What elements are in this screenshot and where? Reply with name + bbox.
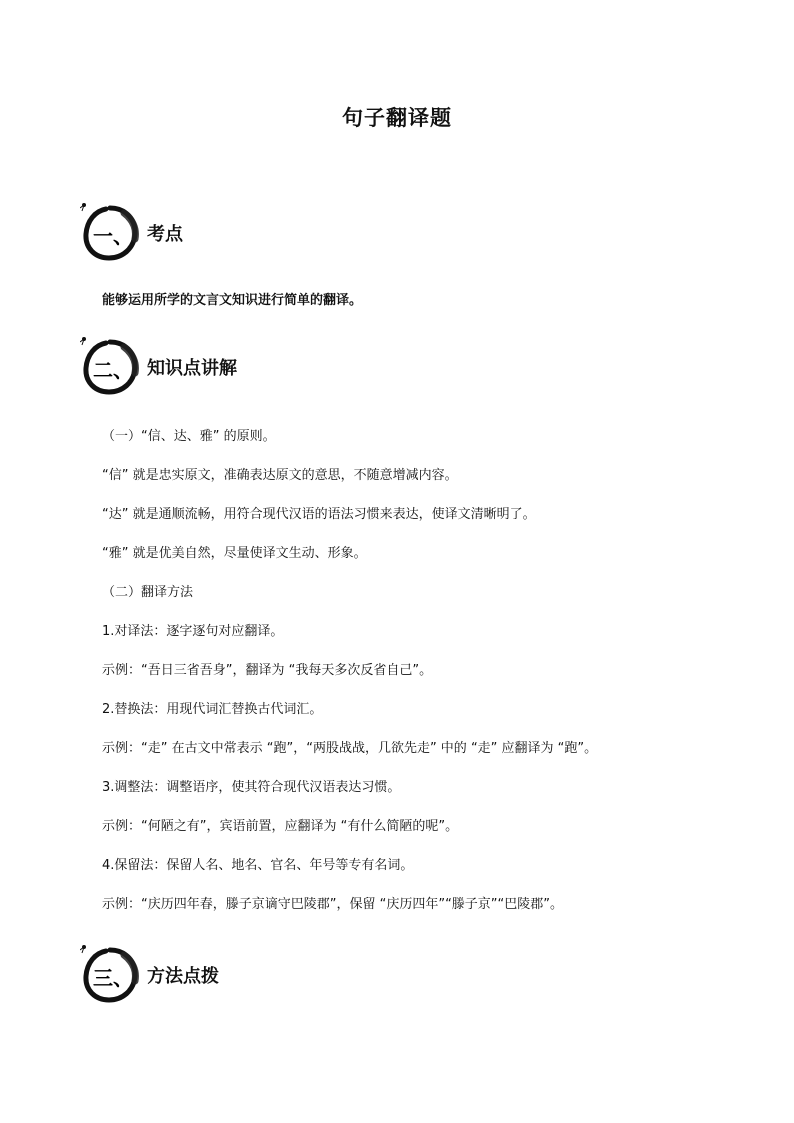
- section-heading-knowledge: [80, 337, 480, 397]
- section-number: 一、: [93, 224, 133, 248]
- section-heading-method: [80, 945, 480, 1005]
- knowledge-line: “雅” 就是优美自然，尽量使译文生动、形象。: [102, 546, 367, 561]
- knowledge-line: （一）“信、达、雅” 的原则。: [102, 429, 276, 444]
- section-title: 知识点讲解: [147, 358, 237, 379]
- knowledge-line: 3.调整法：调整语序，使其符合现代汉语表达习惯。: [102, 780, 401, 795]
- knowledge-line: 2.替换法：用现代词汇替换古代词汇。: [102, 702, 323, 717]
- knowledge-line: “达” 就是通顺流畅，用符合现代汉语的语法习惯来表达，使译文清晰明了。: [102, 507, 536, 522]
- knowledge-line: 示例：“走” 在古文中常表示 “跑”，“两股战战，几欲先走” 中的 “走” 应翻译为 “跑”。: [102, 741, 598, 756]
- section-number: 三、: [93, 966, 133, 990]
- section-heading-kaodian: [80, 203, 480, 263]
- section-title: 考点: [147, 224, 183, 245]
- knowledge-line: 1.对译法：逐字逐句对应翻译。: [102, 624, 284, 639]
- knowledge-line: 示例：“庆历四年春，滕子京谪守巴陵郡”，保留 “庆历四年”“滕子京”“巴陵郡”。: [102, 897, 564, 912]
- knowledge-line: 示例：“何陋之有”，宾语前置，应翻译为 “有什么简陋的呢”。: [102, 819, 459, 834]
- kaodian-text: 能够运用所学的文言文知识进行简单的翻译。: [102, 293, 363, 308]
- knowledge-line: 示例：“吾日三省吾身”，翻译为 “我每天多次反省自己”。: [102, 663, 433, 678]
- knowledge-line: 4.保留法：保留人名、地名、官名、年号等专有名词。: [102, 858, 414, 873]
- knowledge-line: “信” 就是忠实原文，准确表达原文的意思，不随意增减内容。: [102, 468, 458, 483]
- page-title: 句子翻译题: [342, 105, 452, 130]
- section-number: 二、: [93, 358, 133, 382]
- knowledge-line: （二）翻译方法: [102, 585, 194, 600]
- section-title: 方法点拨: [147, 966, 219, 987]
